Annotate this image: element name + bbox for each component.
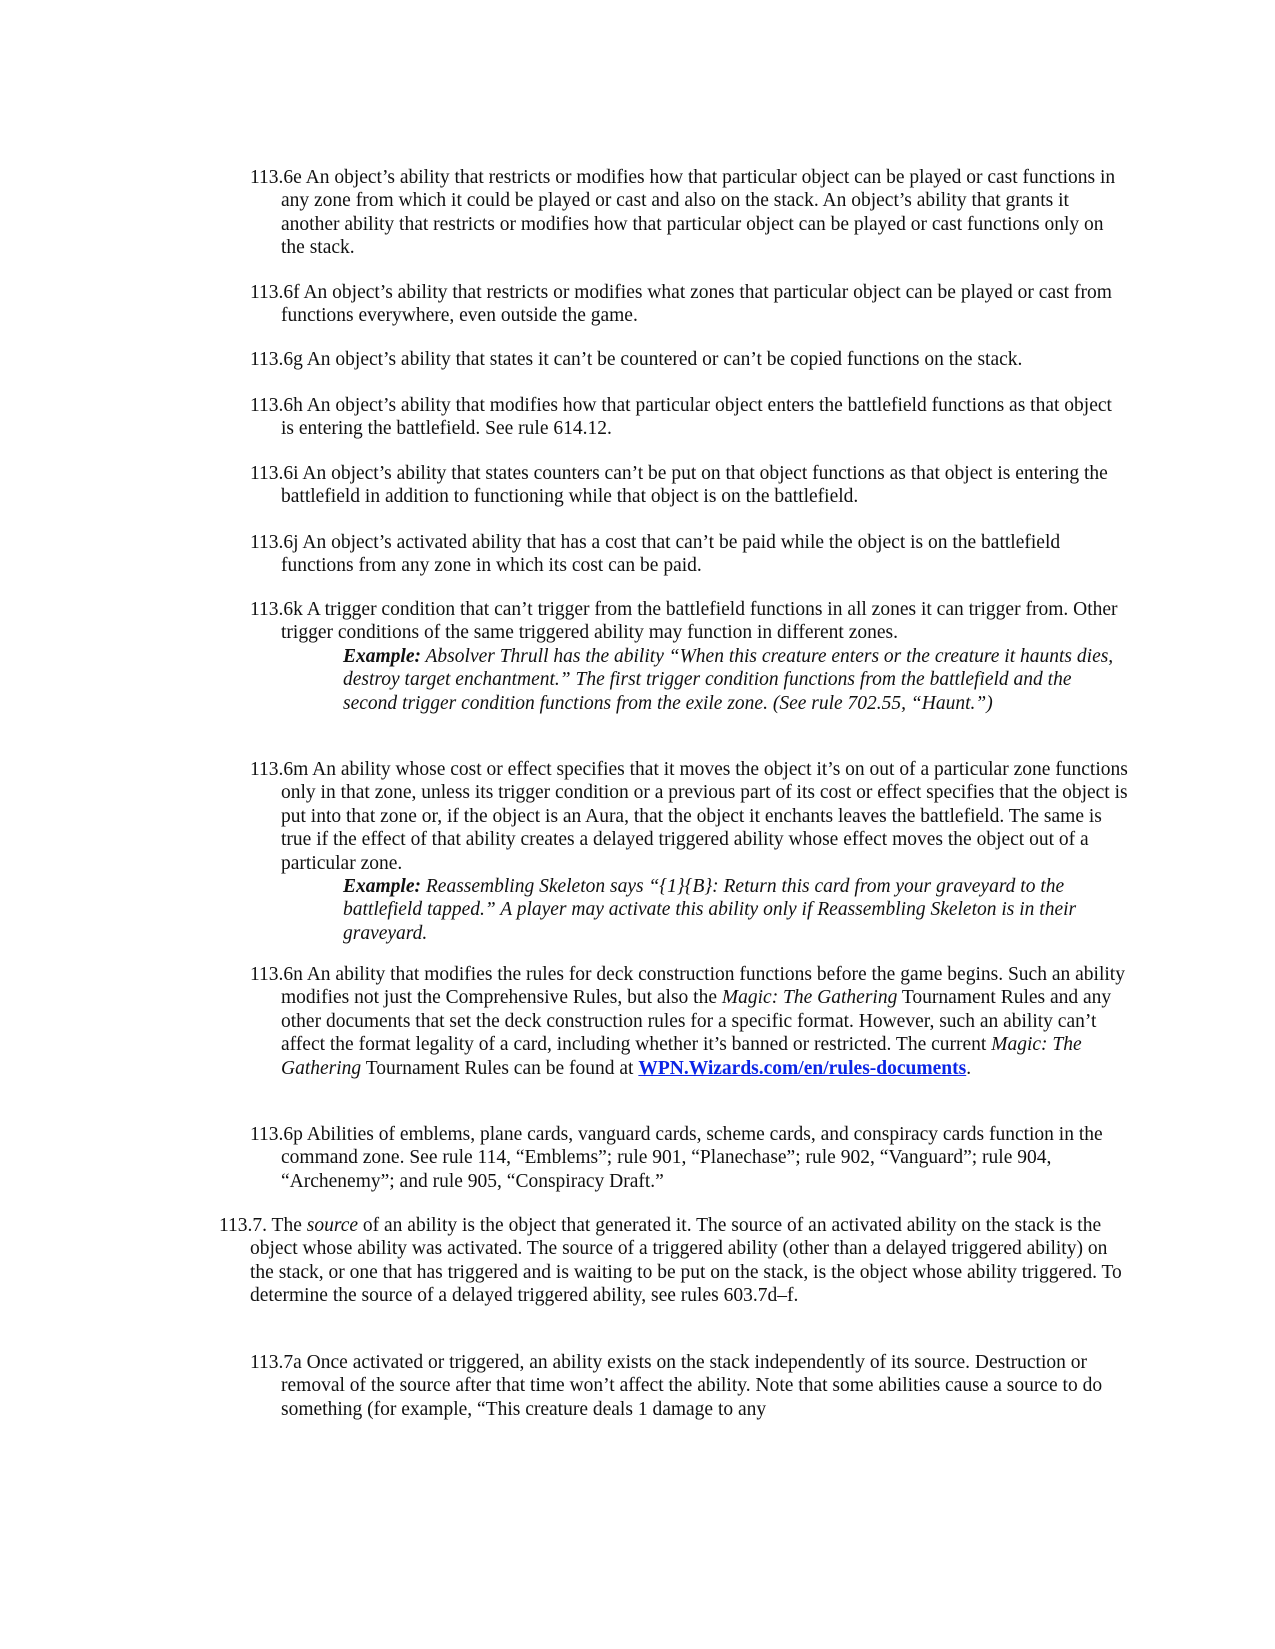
example-text: Reassembling Skeleton says “{1}{B}: Return this card from your graveyard to the battlefield tapped.” A player may activate this ability only if Reassembling Skeleton is in their graveyard. (343, 876, 1077, 944)
rule-text: 113.7a Once activated or triggered, an ability exists on the stack independently of its source. Destruction or removal of the source after that time won’t affect the ability. Note that some abilities cause a source to do something (for example, “This creature deals 1 damage to any (250, 1352, 1103, 1420)
rule-113-6j (250, 531, 1129, 578)
rule-113-6h (250, 394, 1129, 441)
rule-113-6m (250, 758, 1129, 945)
rule-text: 113.6g An object’s ability that states it can’t be countered or can’t be copied functions on the stack. (250, 349, 1023, 370)
example-label: Example: (343, 645, 421, 667)
rule-text: Tournament Rules can be found at (361, 1057, 639, 1079)
italic-title: Magic: The Gathering (721, 987, 898, 1009)
rule-text: 113.6m An ability whose cost or effect specifies that it moves the object it’s on out of a particular zone functions only in that zone, unless its trigger condition or a previous part of its cost or effect specifies that the object is put into that zone or, if the object is an Aura, that the object it enchants leaves the battlefield. The same is true if the effect of that ability creates a delayed triggered ability whose effect moves the object out of a particular zone. (250, 759, 1128, 874)
rule-text: 113.6e An object’s ability that restricts or modifies how that particular object can be played or cast functions in any zone from which it could be played or cast and also on the stack. An object’s ability that grants it another ability that restricts or modifies how that particular object can be played or cast functions only on the stack. (250, 167, 1116, 259)
rule-text: 113.6h An object’s ability that modifies how that particular object enters the battlefield functions as that object is entering the battlefield. See rule 614.12. (250, 395, 1112, 440)
italic-title: Magic: The Gathering (281, 1034, 1082, 1079)
rule-text: 113.6p Abilities of emblems, plane cards, vanguard cards, scheme cards, and conspiracy cards function in the command zone. See rule 114, “Emblems”; rule 901, “Planechase”; rule 902, “Vanguard”; rule 904, “Archenemy”; and rule 905, “Conspiracy Draft.” (250, 1124, 1103, 1192)
rule-113-6g (250, 348, 1129, 371)
rule-text: . (966, 1057, 972, 1079)
rule-113-6f (250, 281, 1129, 328)
rule-113-6e (250, 166, 1129, 260)
rule-113-6k (250, 598, 1129, 715)
rule-113-7a (250, 1351, 1129, 1421)
rule-113-6i (250, 462, 1129, 509)
rules-documents-link[interactable]: WPN.Wizards.com/en/rules-documents (638, 1057, 967, 1079)
example-text: Absolver Thrull has the ability “When this creature enters or the creature it haunts dies, destroy target enchantment.” The first trigger condition functions from the battlefield and the second trigger condition functions from the exile zone. (See rule 702.55, “Haunt.”) (343, 645, 1114, 714)
example-113-6k (343, 645, 1129, 715)
rule-text: 113.6i An object’s ability that states counters can’t be put on that object functions as that object is entering the battlefield in addition to functioning while that object is on the battlefield. (250, 463, 1108, 508)
rule-text: 113.6k A trigger condition that can’t trigger from the battlefield functions in all zones it can trigger from. Other trigger conditions of the same triggered ability may function in different zones. (250, 599, 1118, 644)
rule-113-6p (250, 1123, 1129, 1193)
rule-text: 113.6j An object’s activated ability that has a cost that can’t be paid while the object is on the battlefield functions from any zone in which its cost can be paid. (250, 532, 1061, 577)
example-113-6m (343, 875, 1129, 945)
rule-113-7 (219, 1214, 1129, 1308)
rule-text: 113.6f An object’s ability that restricts or modifies what zones that particular object can be played or cast from functions everywhere, even outside the game. (250, 282, 1112, 327)
rule-text: of an ability is the object that generated it. The source of an activated ability on the stack is the object whose ability was activated. The source of a triggered ability (other than a delayed triggered ability) on the stack, or one that has triggered and is waiting to be put on the stack, is the object whose ability triggered. To determine the source of a delayed triggered ability, see rules 603.7d–f. (250, 1215, 1122, 1307)
rule-text: Tournament Rules and any other documents that set the deck construction rules for a specific format. However, such an ability can’t affect the format legality of a card, including whether it’s banned or restricted. The current (281, 987, 1112, 1056)
rule-text: 113.7. The (219, 1215, 307, 1236)
rule-text: 113.6n An ability that modifies the rules for deck construction functions before the game begins. Such an ability modifies not just the Comprehensive Rules, but also the (250, 964, 1125, 1009)
italic-term: source (306, 1215, 359, 1236)
rule-113-6n (250, 963, 1129, 1080)
example-label: Example: (343, 876, 421, 898)
